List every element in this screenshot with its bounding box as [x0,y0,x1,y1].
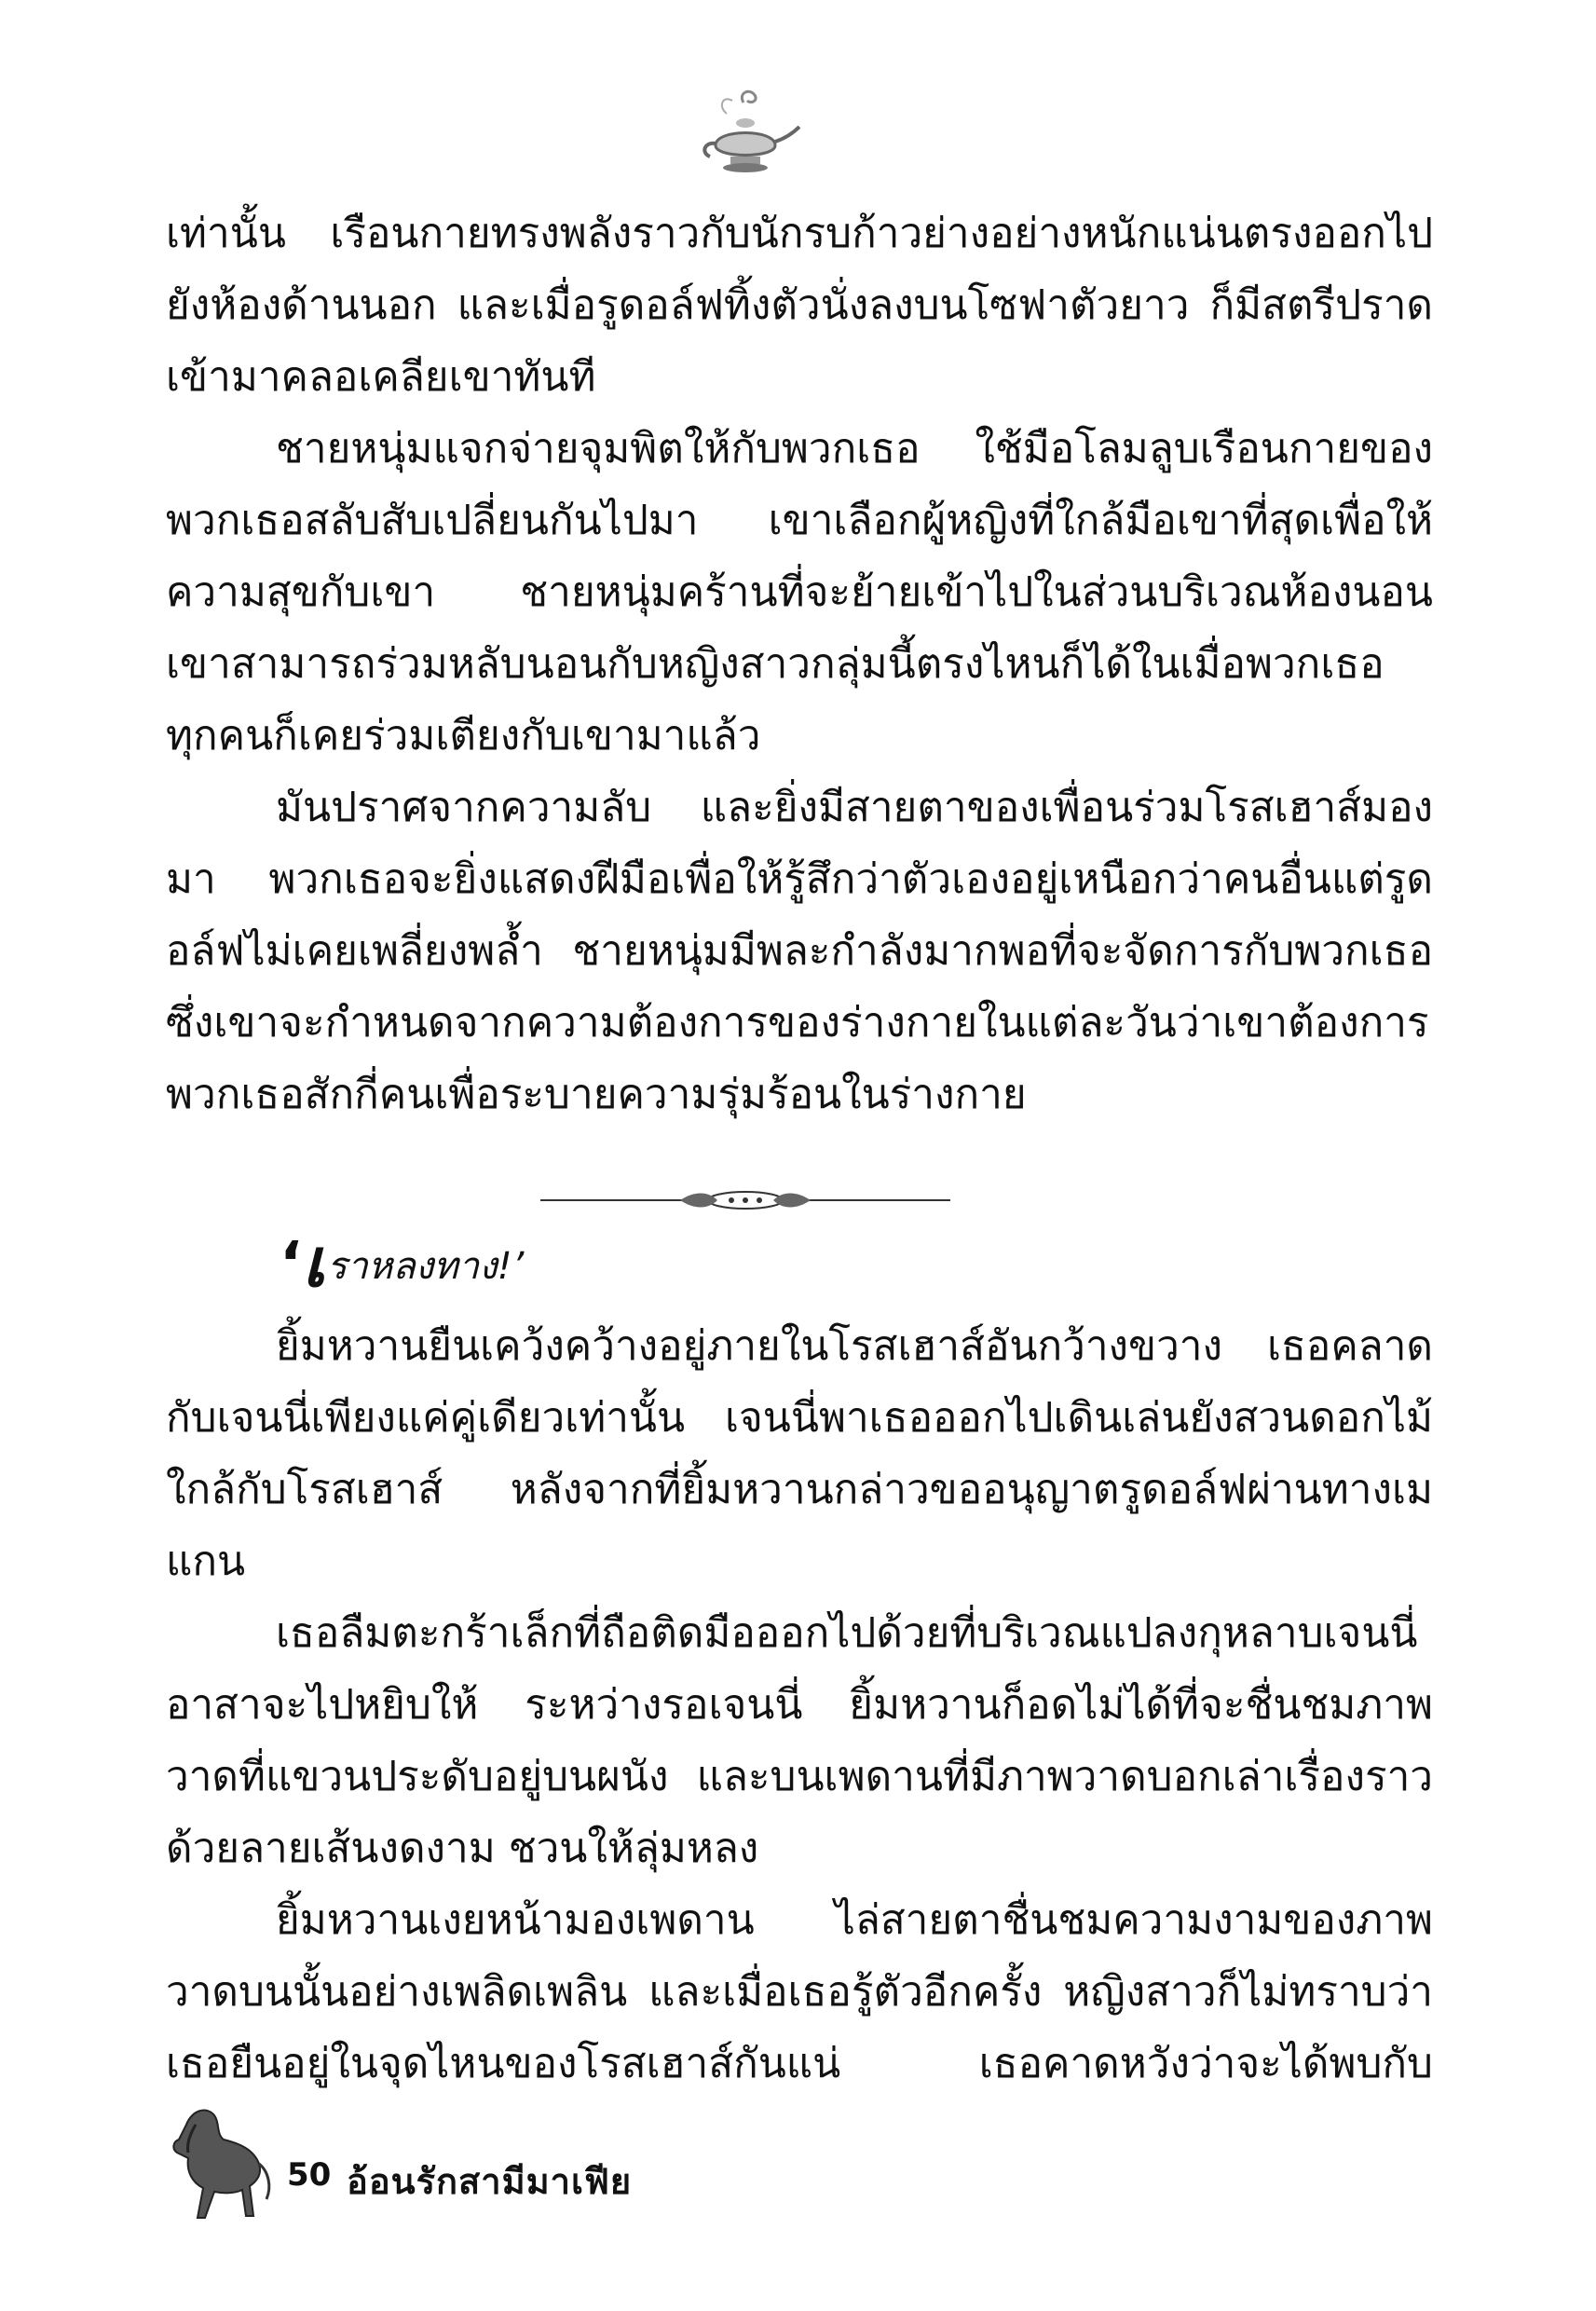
genie-lamp-icon [689,86,801,179]
ornamental-divider-icon [540,1182,950,1219]
section-heading [280,1224,525,1302]
page-footer [149,2097,801,2227]
page-number: 50 [287,2156,332,2194]
paragraph: ยิ้มหวานเงยหน้ามองเพดาน ไล่สายตาชื่นชมความงามของภาพวาดบนนั้นอย่างเพลิดเพลิน และเมื่อเธอรู้ตัวอีกครั้ง หญิงสาวก็ไม่ทราบว่าเธอยืนอยู่ในจุดไหนของโรสเฮาส์กันแน่ เธอคาดหวังว่าจะได้พบกับ [166,1896,1433,2087]
book-title: อ้อนรักสามีมาเฟีย [347,2161,633,2202]
body-text-bottom [166,1310,1433,2099]
opening-quote: ‘ [280,1230,303,1299]
horse-icon [149,2097,280,2227]
paragraph: ยิ้มหวานยืนเคว้งคว้างอยู่ภายในโรสเฮาส์อันกว้างขวาง เธอคลาดกับเจนนี่เพียงแค่คู่เดียวเท่านั้น เจนนี่พาเธอออกไปเดินเล่นยังสวนดอกไม้ใกล้กับโรสเฮาส์ หลังจากที่ยิ้มหวานกล่าวขออนุญาตรูดอล์ฟผ่านทางเมแกน [166,1322,1433,1585]
section-heading-text: ราหลงทาง!’ [326,1245,525,1288]
paragraph: ชายหนุ่มแจกจ่ายจุมพิตให้กับพวกเธอ ใช้มือโลมลูบเรือนกายของพวกเธอสลับสับเปลี่ยนกันไปมา เขาเลือกผู้หญิงที่ใกล้มือเขาที่สุดเพื่อให้ความสุขกับเขา ชายหนุ่มคร้านที่จะย้ายเข้าไปในส่วนบริเวณห้องนอน เขาสามารถร่วมหลับนอนกับหญิงสาวกลุ่มนี้ตรงไหนก็ได้ในเมื่อพวกเธอทุกคนก็เคยร่วมเตียงกับเขามาแล้ว [166,425,1433,759]
paragraph: เท่านั้น เรือนกายทรงพลังราวกับนักรบก้าวย่างอย่างหนักแน่นตรงออกไปยังห้องด้านนอก และเมื่อรูดอล์ฟทิ้งตัวนั่งลงบนโซฟาตัวยาว ก็มีสตรีปราดเข้ามาคลอเคลียเขาทันที [166,210,1433,401]
paragraph: มันปราศจากความลับ และยิ่งมีสายตาของเพื่อนร่วมโรสเฮาส์มองมา พวกเธอจะยิ่งแสดงฝีมือเพื่อให้รู้สึกว่าตัวเองอยู่เหนือกว่าคนอื่นแต่รูดอล์ฟไม่เคยเพลี่ยงพล้ำ ชายหนุ่มมีพละกำลังมากพอที่จะจัดการกับพวกเธอ ซึ่งเขาจะกำหนดจากความต้องการของร่างกายในแต่ละวันว่าเขาต้องการพวกเธอสักกี่คนเพื่อระบายความรุ่มร้อนในร่างกาย [166,784,1433,1118]
body-text-top [166,198,1433,1130]
drop-cap: เ [302,1224,325,1302]
paragraph: เธอลืมตะกร้าเล็กที่ถือติดมือออกไปด้วยที่บริเวณแปลงกุหลาบเจนนี่อาสาจะไปหยิบให้ ระหว่างรอเจนนี่ ยิ้มหวานก็อดไม่ได้ที่จะชื่นชมภาพวาดที่แขวนประดับอยู่บนผนัง และบนเพดานที่มีภาพวาดบอกเล่าเรื่องราวด้วยลายเส้นงดงาม ชวนให้ลุ่มหลง [166,1609,1433,1872]
